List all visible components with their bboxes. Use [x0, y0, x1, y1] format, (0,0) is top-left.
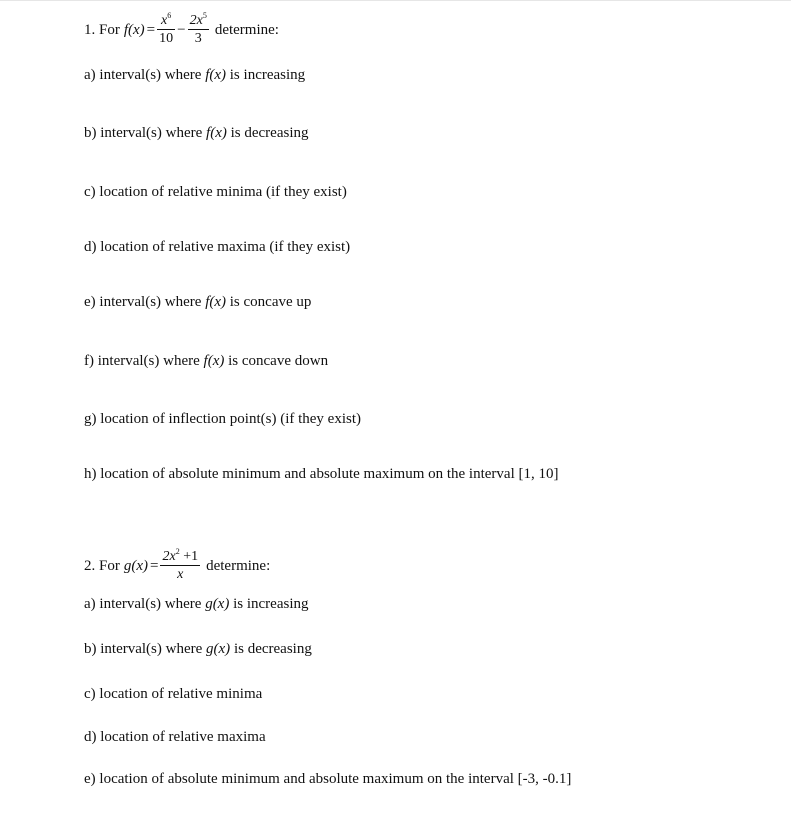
q1-part-b: b) interval(s) where f(x) is decreasing	[84, 125, 309, 141]
q2-fraction	[160, 547, 200, 582]
q2-fraction-numerator: $2x^2 +1$	[162, 547, 199, 564]
q1-part-a: a) interval(s) where f(x) is increasing	[84, 67, 306, 83]
q2-fraction-denominator: x	[160, 565, 200, 582]
q1-part-f: f) interval(s) where f(x) is concave down	[84, 353, 329, 369]
q2-part-d: d) location of relative maxima	[84, 729, 266, 745]
q1-minus: −	[177, 21, 186, 38]
q1-fraction-1-denominator: 10	[159, 31, 174, 46]
q2-part-e: e) location of absolute minimum and absolute maximum on the interval [-3, -0.1]	[84, 771, 572, 787]
q1-fraction-2-numerator: $2x^5$	[189, 11, 207, 28]
q1-fraction-1-numerator: $x^6$	[161, 11, 172, 28]
q1-fraction-2	[188, 11, 209, 46]
q2-part-b: b) interval(s) where g(x) is decreasing	[84, 641, 312, 657]
q2-header	[84, 547, 271, 582]
q1-part-e: e) interval(s) where f(x) is concave up	[84, 294, 312, 310]
q1-function-name: f(x)	[123, 21, 145, 38]
q1-part-c: c) location of relative minima (if they exist)	[84, 184, 347, 200]
q1-fraction-2-denominator: 3	[188, 29, 209, 46]
q1-fraction-1	[157, 11, 175, 46]
q2-suffix: determine:	[206, 557, 271, 574]
q1-header	[84, 11, 279, 46]
q2-number: 2. For	[84, 557, 120, 574]
q2-part-c: c) location of relative minima	[84, 686, 263, 702]
page-top-border	[0, 0, 791, 1]
q1-part-d: d) location of relative maxima (if they exist)	[84, 239, 351, 255]
q1-number: 1. For	[84, 21, 120, 38]
q1-equals: =	[146, 21, 156, 38]
q1-part-h: h) location of absolute minimum and absolute maximum on the interval [1, 10]	[84, 466, 559, 482]
q1-suffix: determine:	[214, 21, 279, 38]
q2-part-a: a) interval(s) where g(x) is increasing	[84, 596, 309, 612]
q2-equals: =	[150, 557, 159, 574]
q1-part-g: g) location of inflection point(s) (if they exist)	[84, 411, 362, 427]
q2-function-name: g(x)	[123, 557, 148, 574]
